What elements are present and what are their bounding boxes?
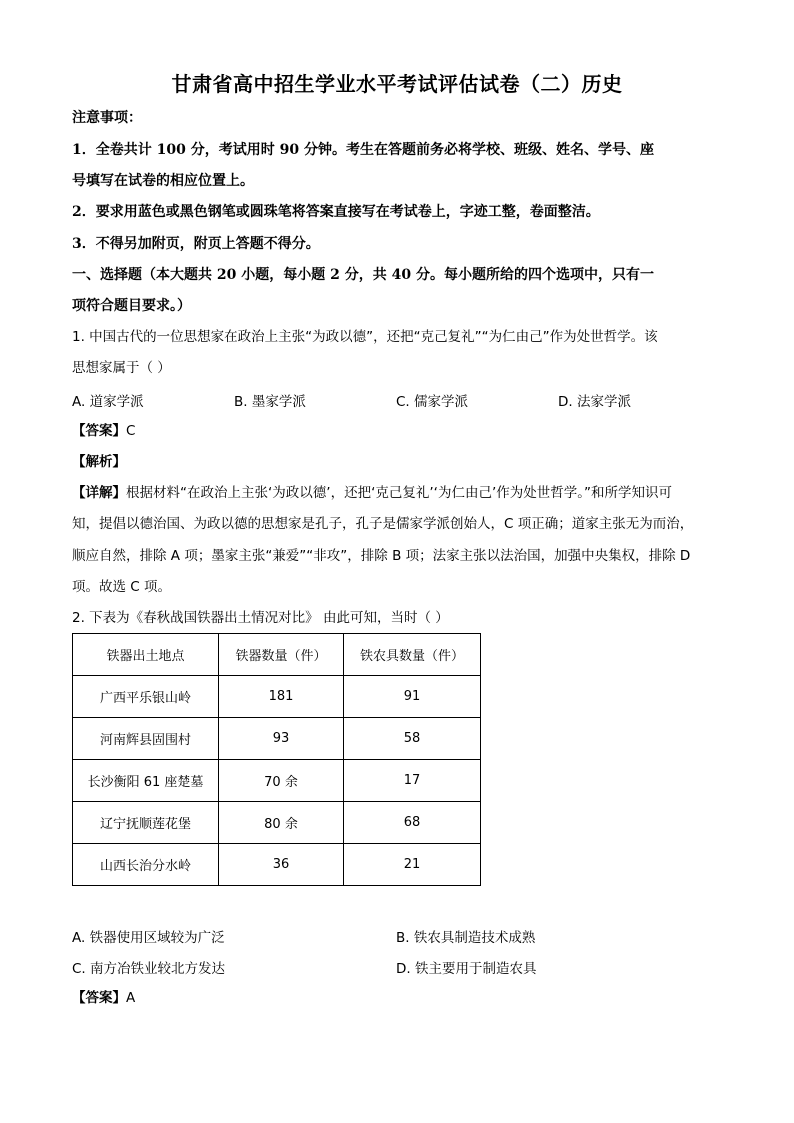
table-header-row [73,634,481,676]
notice-heading: 注意事项： [72,110,142,126]
table-cell: 辽宁抚顺莲花堡 [73,802,219,844]
table-cell: 181 [219,676,344,718]
iron-artifact-table [72,633,481,886]
table-cell: 山西长治分水岭 [73,844,219,886]
q2-option-b: B. 铁农具制造技术成熟 [396,930,536,946]
notice-item-1-cont: 号填写在试卷的相应位置上。 [72,173,254,189]
answer-value: A [126,990,136,1006]
q1-answer [72,421,727,441]
q2-answer [72,988,727,1008]
section-heading: 一、选择题（本大题共 20 小题，每小题 2 分，共 40 分。每小题所给的四个选项中，只有一 [72,267,654,283]
analysis-tag: 【解析】 [72,454,126,470]
q1-stem: 1. 中国古代的一位思想家在政治上主张“为政以德”，还把“克己复礼”“为仁由己”作为处世哲学。该 [72,329,658,345]
table-cell: 长沙衡阳 61 座楚墓 [73,760,219,802]
table-header-cell: 铁器出土地点 [73,634,219,676]
table-cell: 河南辉县固围村 [73,718,219,760]
table-cell: 91 [344,676,481,718]
table-cell: 36 [219,844,344,886]
table-row [73,718,481,760]
detail-tag: 【详解】 [72,485,126,501]
table-header-cell: 铁器数量（件） [219,634,344,676]
table-cell: 17 [344,760,481,802]
answer-tag: 【答案】 [72,990,126,1006]
q1-stem-cont: 思想家属于（ ） [72,360,171,376]
page-title: 甘肃省高中招生学业水平考试评估试卷（二）历史 [171,72,623,96]
q1-option-a: A. 道家学派 [72,394,144,410]
table-row [73,760,481,802]
table-row [73,676,481,718]
table-cell: 68 [344,802,481,844]
notice-item-3: 3．不得另加附页，附页上答题不得分。 [72,236,320,252]
q1-option-c: C. 儒家学派 [396,394,469,410]
section-heading-cont: 项符合题目要求。） [72,298,191,314]
q1-detail-line-3: 顺应自然，排除 A 项；墨家主张“兼爱”“非攻”，排除 B 项；法家主张以法治国，加强中央集权，排除 D [72,548,691,564]
q1-option-b: B. 墨家学派 [234,394,306,410]
q1-detail-line-4: 项。故选 C 项。 [72,579,172,595]
q1-analysis [72,452,727,472]
table-header-cell: 铁农具数量（件） [344,634,481,676]
table-cell: 58 [344,718,481,760]
table-cell: 广西平乐银山岭 [73,676,219,718]
q2-option-d: D. 铁主要用于制造农具 [396,961,537,977]
q2-stem: 2. 下表为《春秋战国铁器出土情况对比》 由此可知，当时（ ） [72,610,449,626]
detail-text: 根据材料“在政治上主张‘为政以德’，还把‘克己复礼’‘为仁由己’作为处世哲学。”和所学知识可 [126,485,672,501]
table-cell: 70 余 [219,760,344,802]
q1-option-d: D. 法家学派 [558,394,631,410]
notice-item-2: 2．要求用蓝色或黑色钢笔或圆珠笔将答案直接写在考试卷上，字迹工整，卷面整洁。 [72,204,600,220]
table-cell: 93 [219,718,344,760]
notice-item-1: 1．全卷共计 100 分，考试用时 90 分钟。考生在答题前务必将学校、班级、姓名、学号、座 [72,142,654,158]
table-row [73,844,481,886]
q2-option-a: A. 铁器使用区域较为广泛 [72,930,225,946]
q1-detail-line-1 [72,483,727,503]
table-cell: 21 [344,844,481,886]
table-row [73,802,481,844]
q1-detail-line-2: 知，提倡以德治国、为政以德的思想家是孔子，孔子是儒家学派创始人，C 项正确；道家主张无为而治， [72,516,694,532]
answer-value: C [126,423,136,439]
table-cell: 80 余 [219,802,344,844]
q2-option-c: C. 南方冶铁业较北方发达 [72,961,226,977]
answer-tag: 【答案】 [72,423,126,439]
